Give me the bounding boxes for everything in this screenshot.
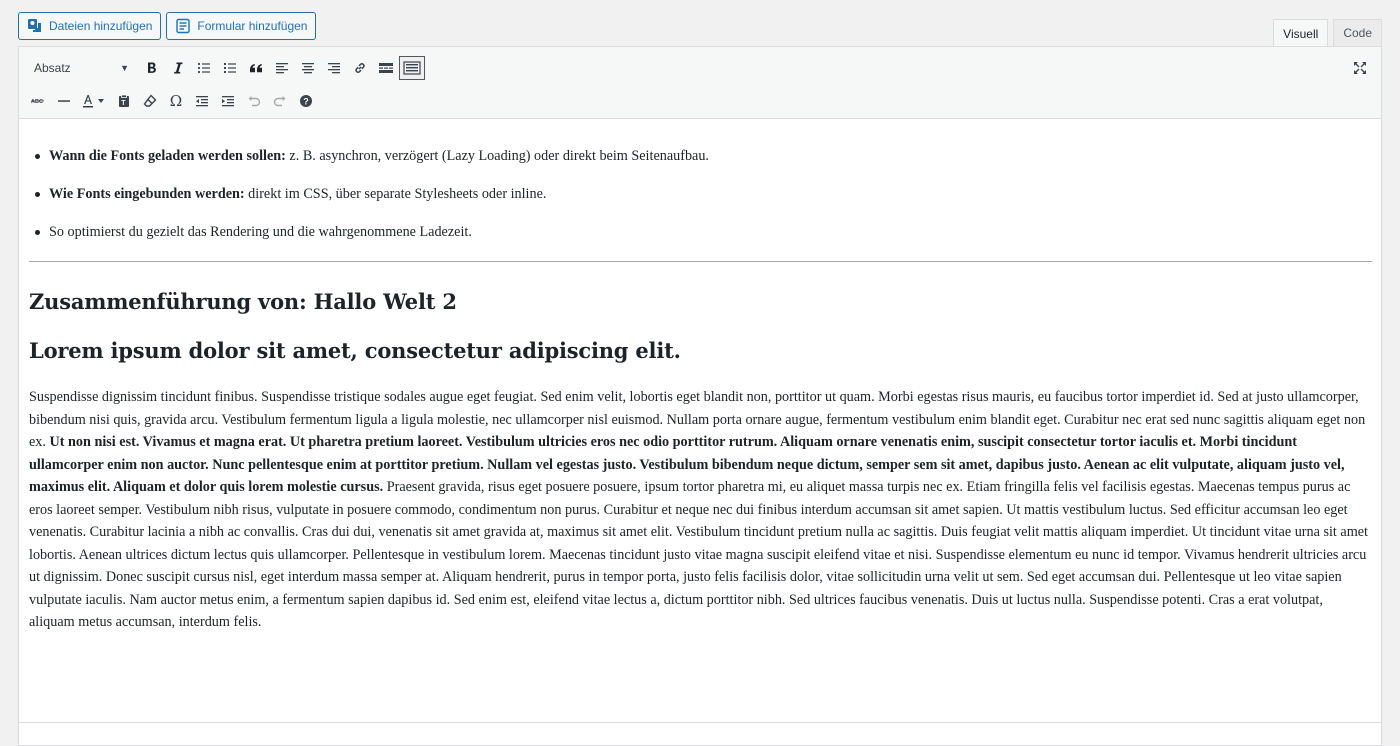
clear-formatting-button[interactable] <box>137 89 163 113</box>
text-color-button[interactable] <box>77 89 111 113</box>
bold-button[interactable] <box>139 56 165 80</box>
add-files-button[interactable] <box>18 12 161 40</box>
toolbar-toggle-button[interactable] <box>399 56 425 80</box>
outdent-icon <box>195 94 209 108</box>
add-form-label: Formular hinzufügen <box>197 19 308 33</box>
list-item <box>49 221 1372 259</box>
strikethrough-button[interactable] <box>25 89 51 113</box>
align-center-button[interactable] <box>295 56 321 80</box>
add-form-button[interactable] <box>166 12 316 40</box>
editor-tabs <box>1273 19 1382 47</box>
fullscreen-icon <box>1352 60 1368 76</box>
align-center-icon <box>301 61 315 75</box>
italic-button[interactable] <box>165 56 191 80</box>
fullscreen-button[interactable] <box>1347 56 1373 80</box>
list-item <box>49 145 1372 183</box>
strikethrough-icon <box>31 96 45 106</box>
help-icon <box>299 94 313 108</box>
editor <box>18 46 1382 746</box>
blockquote-icon <box>249 61 263 75</box>
chevron-down-icon: ▼ <box>120 63 129 73</box>
paragraph-end: Praesent gravida, risus eget posuere posuere, ipsum tortor pharetra mi, eu aliquet massa turpis nec ex. Etiam fringilla felis vel facilisis egestas. Maecenas tempus purus ac eros laoreet semper. Vestibulum nibh risus, vulputate in posuere commodo, condimentum non purus. Curabitur et neque nec dui finibus interdum accumsan sit amet sapien. Ut mattis vestibulum luctus. Sed efficitur accumsan leo eget venenatis. Curabitur lacinia a nibh ac convallis. Cras dui dui, venenatis sit amet gravida at, maximus sit amet elit. Vestibulum tincidunt pretium nulla ac sagittis. Duis feugiat velit mattis aliquam imperdiet. Ut tincidunt vitae urna sit amet lobortis. Aenean ultrices dictum lectus quis ullamcorper. Pellentesque in vestibulum lorem. Maecenas tincidunt justo vitae magna suscipit eleifend vitae et nisi. Suspendisse elementum eu nunc id tempor. Vivamus hendrerit ultricies arcu ut dignissim. Donec suscipit cursus nisl, eget interdum massa semper at. Aliquam hendrerit, purus in tempor porta, justo felis facilisis dolor, vitae sollicitudin urna velit ut sem. Sed eget accumsan dui. Pellentesque ut leo vitae sapien vulputate iaculis. Nam auctor metus enim, a fermentum sapien dapibus id. Sed enim est, eleifend vitae lectus a, dictum porttitor nibh. Sed ultrices faucibus venenatis. Duis ut luctus nulla. Suspendisse potenti. Cras a erat volutpat, aliquam metus accumsan, interdum felis. <box>29 479 1368 630</box>
list-item-text: direkt im CSS, über separate Stylesheets oder inline. <box>244 186 547 202</box>
paste-as-text-icon <box>117 94 131 108</box>
body-paragraph <box>29 386 1372 634</box>
bold-icon <box>145 61 159 75</box>
toolbar-row-2 <box>25 89 319 113</box>
list-item <box>49 183 1372 221</box>
omega-icon: Ω <box>169 92 183 110</box>
editor-content[interactable] <box>19 145 1381 634</box>
tab-visual[interactable]: Visuell <box>1273 19 1328 47</box>
bullet-list <box>29 145 1372 259</box>
link-icon <box>353 61 367 75</box>
undo-icon <box>247 94 261 108</box>
list-item-bold: Wie Fonts eingebunden werden: <box>49 186 245 202</box>
media-icon <box>27 18 43 34</box>
indent-button[interactable] <box>215 89 241 113</box>
numbered-list-button[interactable] <box>217 56 243 80</box>
toolbar-toggle-icon <box>403 61 421 75</box>
italic-icon <box>171 61 185 75</box>
svg-text:?: ? <box>303 96 309 107</box>
special-character-button[interactable] <box>163 89 189 113</box>
link-button[interactable] <box>347 56 373 80</box>
read-more-button[interactable] <box>373 56 399 80</box>
text-color-icon <box>81 93 107 109</box>
editor-toolbar <box>19 47 1381 119</box>
horizontal-line-button[interactable] <box>51 89 77 113</box>
undo-button[interactable] <box>241 89 267 113</box>
paste-as-text-button[interactable] <box>111 89 137 113</box>
blockquote-button[interactable] <box>243 56 269 80</box>
redo-button[interactable] <box>267 89 293 113</box>
align-right-icon <box>327 61 341 75</box>
lorem-heading: Lorem ipsum dolor sit amet, consectetur adipiscing elit. <box>29 338 681 363</box>
bullet-list-button[interactable] <box>191 56 217 80</box>
paragraph-start: Suspendisse dignissim tincidunt finibus. Suspendisse tristique sodales augue eget feugiat. Sed enim velit, lobortis eget blandit non, porttitor ut quam. Morbi egestas risus mauris, eu faucibus tortor imperdiet id. Sed at justo ullamcorper, bibendum nisi quis, gravida arcu. Vestibulum fermentum ligula a ligula molestie, nec ullamcorper nisl euismod. Nullam porta ornare augue, fermentum vestibulum enim blandit eget. Curabitur nec erat sed nunc sagittis aliquam eget non ex. <box>29 389 1366 450</box>
media-buttons <box>18 12 316 40</box>
clear-formatting-icon <box>143 94 157 108</box>
tab-code[interactable]: Code <box>1333 19 1382 46</box>
read-more-icon <box>378 61 394 75</box>
indent-icon <box>221 94 235 108</box>
bullet-list-icon <box>197 61 211 75</box>
list-item-bold: Wann die Fonts geladen werden sollen: <box>49 148 286 164</box>
redo-icon <box>273 94 287 108</box>
form-icon <box>175 18 191 34</box>
horizontal-rule <box>29 261 1372 262</box>
align-left-icon <box>275 61 289 75</box>
toolbar-row-1 <box>25 56 425 80</box>
paragraph-bold: Ut non nisi est. Vivamus et magna erat. Ut pharetra pretium laoreet. Vestibulum ultricies eros nec odio porttitor rutrum. Aliquam ornare venenatis enim, suscipit consectetur tortor iaculis et. Morbi tincidunt ullamcorper enim non auctor. Nunc pellentesque enim at porttitor pretium. Nullam vel egestas justo. Vestibulum bibendum neque dictum, semper sem sit amet, dapibus justo. Aenean ac elit vulputate, aliquam justo vel, maximus elit. Aliquam et dolor quis lorem molestie cursus. <box>29 434 1345 495</box>
outdent-button[interactable] <box>189 89 215 113</box>
editor-bottom-border <box>19 722 1381 723</box>
svg-text:T: T <box>121 100 126 108</box>
list-item-text: z. B. asynchron, verzögert (Lazy Loading) oder direkt beim Seitenaufbau. <box>285 148 709 164</box>
help-button[interactable] <box>293 89 319 113</box>
format-select-value: Absatz <box>34 61 71 75</box>
format-select[interactable] <box>25 56 133 80</box>
align-left-button[interactable] <box>269 56 295 80</box>
merge-heading: Zusammenführung von: Hallo Welt 2 <box>29 289 457 314</box>
list-item-text: So optimierst du gezielt das Rendering und die wahrgenommene Ladezeit. <box>49 224 472 240</box>
align-right-button[interactable] <box>321 56 347 80</box>
svg-text:ABC: ABC <box>31 99 43 105</box>
horizontal-line-icon <box>57 94 71 108</box>
add-files-label: Dateien hinzufügen <box>49 19 153 33</box>
numbered-list-icon <box>223 61 237 75</box>
